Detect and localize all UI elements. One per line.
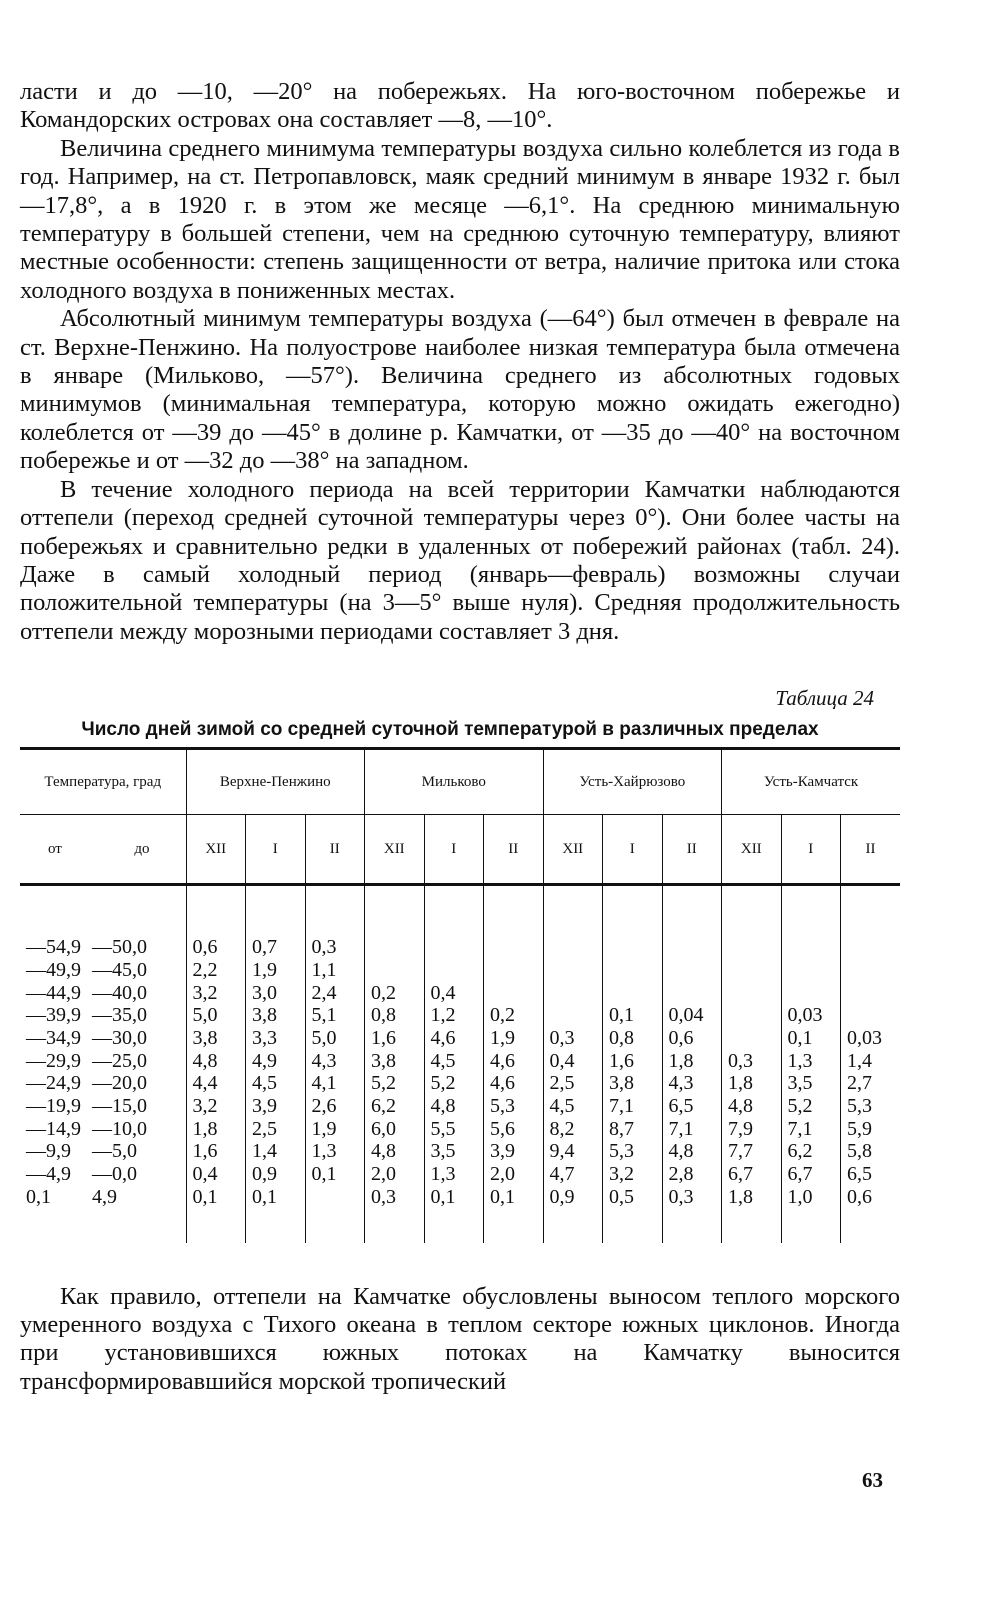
days-value-cell: 1,6 <box>603 1050 663 1073</box>
days-value-cell: 0,3 <box>662 1186 722 1209</box>
days-value-cell: 1,9 <box>305 1118 365 1141</box>
days-value-cell: 7,7 <box>722 1140 782 1163</box>
month-header: II <box>662 815 722 885</box>
days-value-cell: 0,2 <box>365 982 425 1005</box>
days-value-cell: 0,1 <box>484 1186 544 1209</box>
days-value-cell: 0,7 <box>246 936 306 959</box>
days-value-cell: 2,0 <box>484 1163 544 1186</box>
month-header: XII <box>722 815 782 885</box>
temperature-range-cell <box>20 1163 186 1186</box>
days-value-cell: 0,1 <box>603 1004 663 1027</box>
table-row <box>20 1027 900 1050</box>
days-value-cell: 1,8 <box>662 1050 722 1073</box>
days-value-cell: 1,0 <box>781 1186 841 1209</box>
temperature-days-table <box>20 747 900 1242</box>
table-row <box>20 1118 900 1141</box>
days-value-cell: 3,2 <box>603 1163 663 1186</box>
temperature-to: —10,0 <box>92 1117 147 1140</box>
days-value-cell: 7,1 <box>662 1118 722 1141</box>
days-value-cell: 3,2 <box>186 1095 246 1118</box>
days-value-cell: 2,2 <box>186 959 246 982</box>
paragraph-thaws: В течение холодного периода на всей территории Камчатки наблюдаются оттепели (переход средней суточной температуры через 0°). Они более часты на побережьях и сравнительно редки в удаленных от побережий районах (табл. 24). Даже в самый холодный период (январь—февраль) возможны случаи положительной температуры (на 3—5° выше нуля). Средняя продолжительность оттепели между морозными периодами составляет 3 дня. <box>20 475 900 645</box>
days-value-cell <box>722 936 782 959</box>
days-value-cell: 3,9 <box>246 1095 306 1118</box>
days-value-cell: 4,3 <box>662 1072 722 1095</box>
station-header: Верхне-Пенжино <box>186 749 365 815</box>
days-value-cell: 4,8 <box>424 1095 484 1118</box>
temperature-range-cell <box>20 936 186 959</box>
temperature-range-cell <box>20 1095 186 1118</box>
days-value-cell: 1,8 <box>186 1118 246 1141</box>
from-to-header <box>20 815 186 885</box>
temperature-from: 0,1 <box>26 1185 51 1208</box>
days-value-cell <box>662 982 722 1005</box>
days-value-cell: 4,5 <box>246 1072 306 1095</box>
temperature-range-cell <box>20 1004 186 1027</box>
temperature-to: —0,0 <box>92 1163 137 1186</box>
days-value-cell: 0,8 <box>603 1027 663 1050</box>
days-value-cell: 0,4 <box>543 1050 603 1073</box>
days-value-cell: 0,6 <box>186 936 246 959</box>
days-value-cell: 0,6 <box>841 1186 901 1209</box>
paragraph-absolute-minimum: Абсолютный минимум температуры воздуха (—64°) был отмечен в феврале на ст. Верхне-Пенжино. На полуострове наиболее низкая температура была отмечена в январе (Мильково, —57°). Величина среднего из абсолютных годовых минимумов (минимальная температура, которую можно ожидать ежегодно) колеблется от —39 до —45° в долине р. Камчатки, от —35 до —40° на восточном побережье и от —32 до —38° на западном. <box>20 305 900 475</box>
days-value-cell: 4,8 <box>722 1095 782 1118</box>
temperature-to: 4,9 <box>92 1185 117 1208</box>
days-value-cell: 3,5 <box>424 1140 484 1163</box>
days-value-cell <box>662 936 722 959</box>
days-value-cell: 0,2 <box>484 1004 544 1027</box>
days-value-cell: 0,04 <box>662 1004 722 1027</box>
days-value-cell <box>722 1004 782 1027</box>
days-value-cell <box>484 936 544 959</box>
days-value-cell: 2,0 <box>365 1163 425 1186</box>
days-value-cell <box>603 959 663 982</box>
days-value-cell: 0,1 <box>305 1163 365 1186</box>
days-value-cell: 6,0 <box>365 1118 425 1141</box>
days-value-cell: 3,8 <box>365 1050 425 1073</box>
days-value-cell: 5,1 <box>305 1004 365 1027</box>
month-header: I <box>246 815 306 885</box>
days-value-cell: 0,6 <box>662 1027 722 1050</box>
days-value-cell <box>543 1004 603 1027</box>
days-value-cell <box>722 982 782 1005</box>
days-value-cell: 5,2 <box>781 1095 841 1118</box>
temperature-to: —40,0 <box>92 981 147 1004</box>
days-value-cell <box>424 959 484 982</box>
days-value-cell: 0,1 <box>424 1186 484 1209</box>
days-value-cell: 3,8 <box>246 1004 306 1027</box>
temperature-from: —34,9 <box>26 1026 81 1049</box>
days-value-cell: 5,5 <box>424 1118 484 1141</box>
table-row <box>20 1072 900 1095</box>
temperature-range-cell <box>20 1027 186 1050</box>
from-label: от <box>48 841 62 858</box>
temperature-range-cell <box>20 1186 186 1209</box>
days-value-cell: 1,4 <box>246 1140 306 1163</box>
days-value-cell: 6,2 <box>781 1140 841 1163</box>
temperature-from: —14,9 <box>26 1117 81 1140</box>
table-label: Таблица 24 <box>775 686 874 711</box>
month-header: XII <box>365 815 425 885</box>
days-value-cell: 4,6 <box>424 1027 484 1050</box>
days-value-cell: 2,6 <box>305 1095 365 1118</box>
days-value-cell: 4,6 <box>484 1050 544 1073</box>
days-value-cell: 4,5 <box>424 1050 484 1073</box>
days-value-cell: 0,3 <box>365 1186 425 1209</box>
days-value-cell <box>424 936 484 959</box>
days-value-cell: 0,03 <box>841 1027 901 1050</box>
days-value-cell <box>841 936 901 959</box>
days-value-cell: 1,2 <box>424 1004 484 1027</box>
days-value-cell: 0,3 <box>722 1050 782 1073</box>
days-value-cell: 1,9 <box>484 1027 544 1050</box>
days-value-cell: 1,1 <box>305 959 365 982</box>
days-value-cell: 3,9 <box>484 1140 544 1163</box>
days-value-cell: 8,7 <box>603 1118 663 1141</box>
table-row <box>20 1004 900 1027</box>
temperature-to: —30,0 <box>92 1026 147 1049</box>
paragraph-mean-minimum: Величина среднего минимума температуры воздуха сильно колеблется из года в год. Например, на ст. Петропавловск, маяк средний минимум в январе 1932 г. был —17,8°, а в 1920 г. в этом же месяце —6,1°. На среднюю минимальную температуру в большей степени, чем на среднюю суточную температуру, влияют местные особенности: степень защищенности от ветра, наличие притока или стока холодного воздуха в пониженных местах. <box>20 134 900 304</box>
days-value-cell: 5,2 <box>424 1072 484 1095</box>
days-value-cell: 4,4 <box>186 1072 246 1095</box>
month-header: II <box>841 815 901 885</box>
table-row <box>20 1095 900 1118</box>
days-value-cell: 4,9 <box>246 1050 306 1073</box>
temperature-from: —54,9 <box>26 936 81 959</box>
paragraph-bottom: Как правило, оттепели на Камчатке обусловлены выносом теплого морского умеренного воздуха с Тихого океана в теплом секторе южных циклонов. Иногда при установившихся южных потоках на Камчатку выносится трансформировавшийся морской тропический <box>20 1282 900 1395</box>
days-value-cell <box>781 982 841 1005</box>
days-value-cell: 1,3 <box>305 1140 365 1163</box>
temperature-from: —24,9 <box>26 1072 81 1095</box>
days-value-cell: 2,8 <box>662 1163 722 1186</box>
days-value-cell: 0,1 <box>186 1186 246 1209</box>
days-value-cell: 4,1 <box>305 1072 365 1095</box>
table-row <box>20 1163 900 1186</box>
month-header: I <box>603 815 663 885</box>
month-header: XII <box>543 815 603 885</box>
days-value-cell <box>841 982 901 1005</box>
days-value-cell: 0,3 <box>543 1027 603 1050</box>
days-value-cell: 2,7 <box>841 1072 901 1095</box>
days-value-cell <box>722 1027 782 1050</box>
temperature-to: —25,0 <box>92 1049 147 1072</box>
temperature-range-cell <box>20 1140 186 1163</box>
days-value-cell: 3,0 <box>246 982 306 1005</box>
days-value-cell: 5,3 <box>603 1140 663 1163</box>
days-value-cell: 0,4 <box>186 1163 246 1186</box>
days-value-cell: 4,3 <box>305 1050 365 1073</box>
station-header: Усть-Хайрюзово <box>543 749 722 815</box>
days-value-cell <box>781 959 841 982</box>
days-value-cell: 0,1 <box>246 1186 306 1209</box>
days-value-cell: 2,4 <box>305 982 365 1005</box>
days-value-cell <box>484 959 544 982</box>
days-value-cell: 4,8 <box>186 1050 246 1073</box>
days-value-cell: 7,1 <box>603 1095 663 1118</box>
days-value-cell: 4,8 <box>365 1140 425 1163</box>
days-value-cell: 1,6 <box>186 1140 246 1163</box>
days-value-cell <box>305 1186 365 1209</box>
temperature-range-cell <box>20 959 186 982</box>
days-value-cell: 4,7 <box>543 1163 603 1186</box>
days-value-cell: 3,5 <box>781 1072 841 1095</box>
days-value-cell: 6,5 <box>662 1095 722 1118</box>
days-value-cell: 7,9 <box>722 1118 782 1141</box>
days-value-cell <box>543 982 603 1005</box>
days-value-cell: 0,03 <box>781 1004 841 1027</box>
days-value-cell: 4,5 <box>543 1095 603 1118</box>
month-header: II <box>305 815 365 885</box>
days-value-cell: 1,8 <box>722 1186 782 1209</box>
temperature-from: —19,9 <box>26 1095 81 1118</box>
temperature-from: —9,9 <box>26 1140 71 1163</box>
days-value-cell: 0,9 <box>543 1186 603 1209</box>
days-value-cell: 8,2 <box>543 1118 603 1141</box>
table-row <box>20 959 900 982</box>
temperature-from: —49,9 <box>26 958 81 981</box>
month-header: I <box>424 815 484 885</box>
temperature-range-cell <box>20 1072 186 1095</box>
table-row <box>20 936 900 959</box>
days-value-cell: 3,2 <box>186 982 246 1005</box>
days-value-cell: 5,2 <box>365 1072 425 1095</box>
days-value-cell: 1,9 <box>246 959 306 982</box>
days-value-cell: 5,0 <box>186 1004 246 1027</box>
temperature-to: —35,0 <box>92 1004 147 1027</box>
station-header: Усть-Камчатск <box>722 749 901 815</box>
days-value-cell <box>781 936 841 959</box>
days-value-cell: 6,7 <box>722 1163 782 1186</box>
days-value-cell: 5,9 <box>841 1118 901 1141</box>
paragraph-continuation: ласти и до —10, —20° на побережьях. На юго-восточном побережье и Командорских островах она составляет —8, —10°. <box>20 78 900 134</box>
days-value-cell: 6,5 <box>841 1163 901 1186</box>
days-value-cell <box>484 982 544 1005</box>
days-value-cell: 1,4 <box>841 1050 901 1073</box>
days-value-cell: 0,4 <box>424 982 484 1005</box>
days-value-cell <box>841 959 901 982</box>
days-value-cell: 0,1 <box>781 1027 841 1050</box>
days-value-cell: 1,6 <box>365 1027 425 1050</box>
days-value-cell: 4,6 <box>484 1072 544 1095</box>
temperature-header: Температура, град <box>20 749 186 815</box>
days-value-cell: 0,9 <box>246 1163 306 1186</box>
to-label: до <box>134 841 150 858</box>
days-value-cell: 0,8 <box>365 1004 425 1027</box>
days-value-cell <box>662 959 722 982</box>
days-value-cell <box>365 936 425 959</box>
temperature-from: —4,9 <box>26 1163 71 1186</box>
month-header: XII <box>186 815 246 885</box>
temperature-range-cell <box>20 1050 186 1073</box>
days-value-cell: 6,2 <box>365 1095 425 1118</box>
temperature-to: —45,0 <box>92 958 147 981</box>
month-header: II <box>484 815 544 885</box>
days-value-cell <box>841 1004 901 1027</box>
days-value-cell <box>722 959 782 982</box>
days-value-cell: 1,3 <box>781 1050 841 1073</box>
days-value-cell: 5,0 <box>305 1027 365 1050</box>
temperature-to: —20,0 <box>92 1072 147 1095</box>
temperature-range-cell <box>20 1118 186 1141</box>
days-value-cell: 7,1 <box>781 1118 841 1141</box>
days-value-cell: 1,8 <box>722 1072 782 1095</box>
temperature-from: —39,9 <box>26 1004 81 1027</box>
days-value-cell: 5,6 <box>484 1118 544 1141</box>
month-header: I <box>781 815 841 885</box>
table-row <box>20 1050 900 1073</box>
temperature-range-cell <box>20 982 186 1005</box>
days-value-cell: 5,3 <box>484 1095 544 1118</box>
book-page <box>20 78 900 1396</box>
table-row <box>20 982 900 1005</box>
days-value-cell <box>603 982 663 1005</box>
days-value-cell: 6,7 <box>781 1163 841 1186</box>
days-value-cell <box>543 959 603 982</box>
days-value-cell: 0,5 <box>603 1186 663 1209</box>
days-value-cell: 3,8 <box>603 1072 663 1095</box>
table-row <box>20 1186 900 1209</box>
table-row <box>20 1140 900 1163</box>
days-value-cell: 3,3 <box>246 1027 306 1050</box>
table-title: Число дней зимой со средней суточной температурой в различных пределах <box>81 719 819 741</box>
temperature-to: —15,0 <box>92 1095 147 1118</box>
days-value-cell: 2,5 <box>246 1118 306 1141</box>
days-value-cell: 0,3 <box>305 936 365 959</box>
days-value-cell: 5,3 <box>841 1095 901 1118</box>
days-value-cell: 3,8 <box>186 1027 246 1050</box>
page-number: 63 <box>862 1468 883 1492</box>
days-value-cell <box>365 959 425 982</box>
days-value-cell: 9,4 <box>543 1140 603 1163</box>
temperature-from: —29,9 <box>26 1049 81 1072</box>
days-value-cell: 1,3 <box>424 1163 484 1186</box>
temperature-to: —5,0 <box>92 1140 137 1163</box>
station-header: Мильково <box>365 749 544 815</box>
temperature-to: —50,0 <box>92 936 147 959</box>
days-value-cell <box>543 936 603 959</box>
temperature-from: —44,9 <box>26 981 81 1004</box>
days-value-cell <box>603 936 663 959</box>
days-value-cell: 2,5 <box>543 1072 603 1095</box>
days-value-cell: 4,8 <box>662 1140 722 1163</box>
days-value-cell: 5,8 <box>841 1140 901 1163</box>
